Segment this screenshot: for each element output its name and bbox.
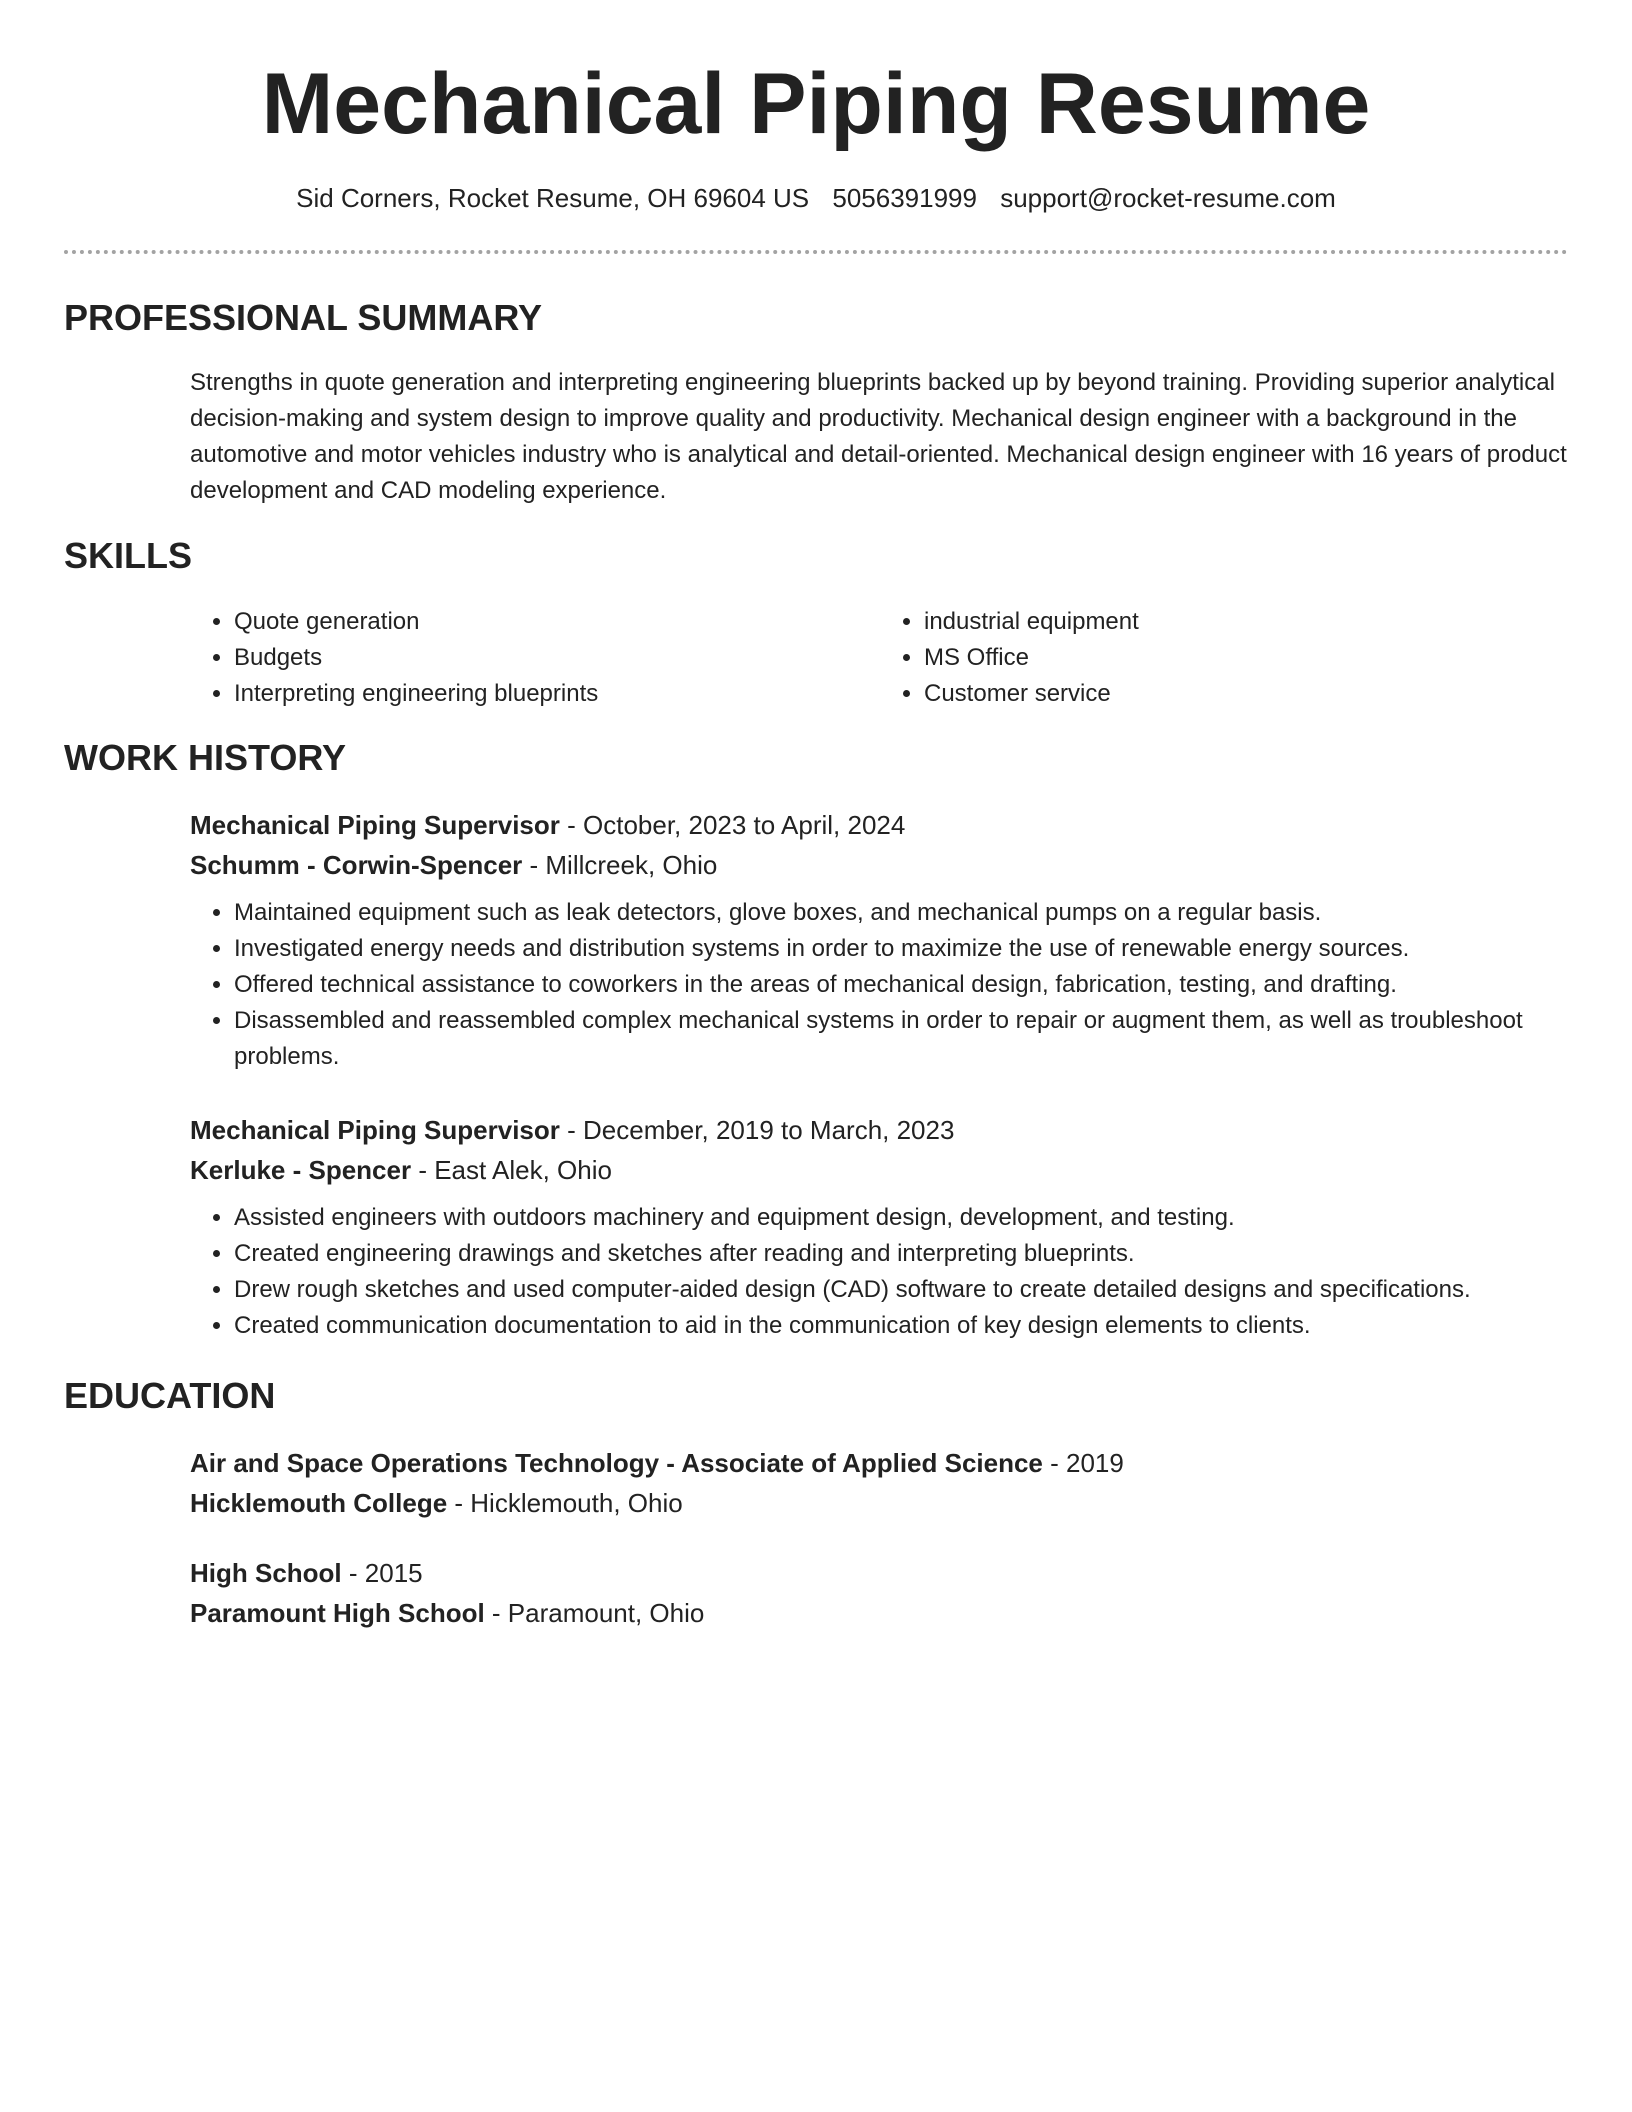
skill-item: • industrial equipment bbox=[924, 604, 1570, 640]
contact-phone: 5056391999 bbox=[832, 183, 977, 213]
skill-item: • MS Office bbox=[924, 640, 1570, 676]
degree-line bbox=[190, 1443, 1570, 1483]
skills-heading: SKILLS bbox=[64, 535, 193, 576]
contact-line bbox=[0, 180, 1632, 216]
job-duty: • Created communication documentation to aid in the communication of key design elements to clients. bbox=[234, 1308, 1570, 1344]
degree: High School bbox=[190, 1558, 342, 1588]
job-duty: • Maintained equipment such as leak detectors, glove boxes, and mechanical pumps on a regular basis. bbox=[234, 895, 1570, 931]
job-duties bbox=[190, 1200, 1570, 1344]
education-heading: EDUCATION bbox=[64, 1375, 276, 1416]
job-duty: • Offered technical assistance to coworkers in the areas of mechanical design, fabrication, testing, and drafting. bbox=[234, 967, 1570, 1003]
job-dates: - October, 2023 to April, 2024 bbox=[559, 810, 906, 840]
job-title: Mechanical Piping Supervisor bbox=[190, 810, 560, 840]
school: Paramount High School bbox=[190, 1598, 485, 1628]
work-history-heading: WORK HISTORY bbox=[64, 737, 347, 778]
job-duty: • Investigated energy needs and distribution systems in order to maximize the use of renewable energy sources. bbox=[234, 931, 1570, 967]
degree-year: - 2015 bbox=[341, 1558, 423, 1588]
job-duty: • Assisted engineers with outdoors machinery and equipment design, development, and testing. bbox=[234, 1200, 1570, 1236]
skills-grid bbox=[190, 604, 1570, 712]
job-title-line bbox=[190, 805, 1570, 845]
job-duties bbox=[190, 895, 1570, 1075]
degree: Air and Space Operations Technology - Associate of Applied Science bbox=[190, 1448, 1043, 1478]
school: Hicklemouth College bbox=[190, 1488, 448, 1518]
job-duty: • Created engineering drawings and sketches after reading and interpreting blueprints. bbox=[234, 1236, 1570, 1272]
job-location: - East Alek, Ohio bbox=[411, 1155, 612, 1185]
job-company: Kerluke - Spencer bbox=[190, 1155, 412, 1185]
skills-column-right bbox=[880, 604, 1570, 712]
contact-email: support@rocket-resume.com bbox=[1000, 183, 1336, 213]
education-entry bbox=[190, 1553, 1570, 1633]
header-divider bbox=[64, 250, 1568, 254]
job-title: Mechanical Piping Supervisor bbox=[190, 1115, 560, 1145]
school-location: - Paramount, Ohio bbox=[484, 1598, 705, 1628]
school-location: - Hicklemouth, Ohio bbox=[447, 1488, 683, 1518]
job-duty: • Drew rough sketches and used computer-aided design (CAD) software to create detailed designs and specifications. bbox=[234, 1272, 1570, 1308]
job-company: Schumm - Corwin-Spencer bbox=[190, 850, 523, 880]
degree-line bbox=[190, 1553, 1570, 1593]
job-entry bbox=[190, 805, 1570, 1075]
job-duty: • Disassembled and reassembled complex mechanical systems in order to repair or augment them, as well as troubleshoot problems. bbox=[234, 1003, 1570, 1075]
summary-heading: PROFESSIONAL SUMMARY bbox=[64, 297, 543, 338]
job-entry bbox=[190, 1110, 1570, 1344]
skill-item: • Quote generation bbox=[234, 604, 880, 640]
job-dates: - December, 2019 to March, 2023 bbox=[559, 1115, 955, 1145]
education-entry bbox=[190, 1443, 1570, 1523]
skills-column-left bbox=[190, 604, 880, 712]
school-line bbox=[190, 1483, 1570, 1523]
school-line bbox=[190, 1593, 1570, 1633]
job-title-line bbox=[190, 1110, 1570, 1150]
job-company-line bbox=[190, 1150, 1570, 1190]
skill-item: • Interpreting engineering blueprints bbox=[234, 676, 880, 712]
resume-title: Mechanical Piping Resume bbox=[261, 56, 1371, 152]
job-company-line bbox=[190, 845, 1570, 885]
summary-text: Strengths in quote generation and interpreting engineering blueprints backed up by beyond training. Providing superior analytical decision-making and system design to improve quality and productivity. Mechanical design engineer with a background in the automotive and motor vehicles industry who is analytical and detail-oriented. Mechanical design engineer with 16 years of product development and CAD modeling experience. bbox=[190, 369, 1567, 504]
skill-item: • Budgets bbox=[234, 640, 880, 676]
skill-item: • Customer service bbox=[924, 676, 1570, 712]
job-location: - Millcreek, Ohio bbox=[522, 850, 718, 880]
contact-address: Sid Corners, Rocket Resume, OH 69604 US bbox=[296, 183, 810, 213]
degree-year: - 2019 bbox=[1042, 1448, 1124, 1478]
